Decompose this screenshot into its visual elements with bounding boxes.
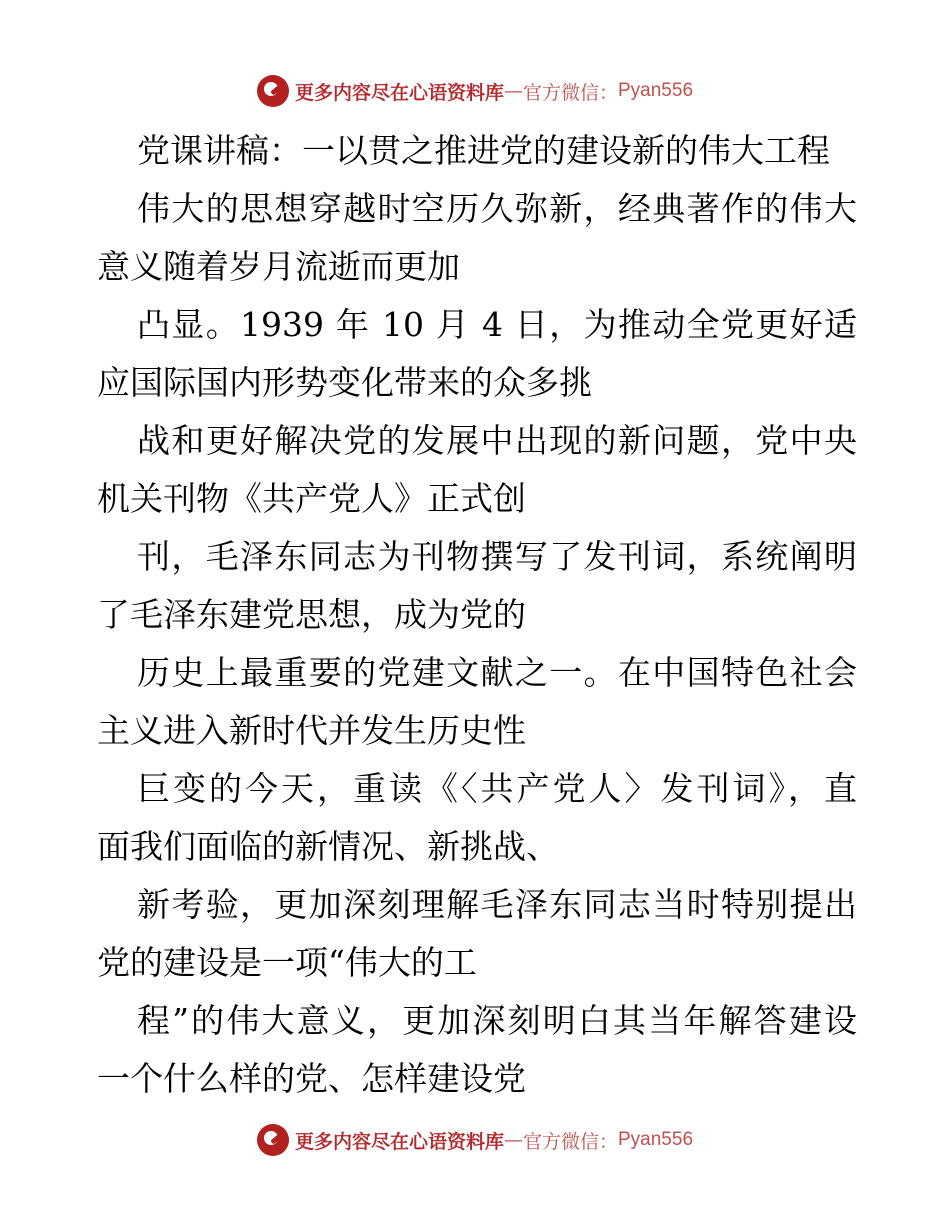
banner-wechat-label: 官方微信： <box>522 81 618 104</box>
text-line: 战和更好解决党的发展中出现的新问题，党中央 <box>137 421 857 460</box>
pen-logo-icon <box>257 75 289 107</box>
text-line: 机关刊物《共产党人》正式创 <box>97 479 526 518</box>
document-body <box>97 122 857 1108</box>
header-banner <box>0 71 950 111</box>
text-line: 党的建设是一项“伟大的工 <box>97 943 477 982</box>
text-line: 一个什么样的党、怎样建设党 <box>97 1059 526 1098</box>
banner-dash: — <box>503 1129 523 1151</box>
banner-wechat-label: 官方微信： <box>522 1130 618 1153</box>
banner-text: 更多内容尽在心语资料库 <box>294 1130 504 1153</box>
footer-banner <box>0 1120 950 1160</box>
text-line: 刊，毛泽东同志为刊物撰写了发刊词，系统阐明 <box>137 537 857 576</box>
text-line: 巨变的今天，重读《〈共产党人〉发刊词》，直 <box>137 769 857 808</box>
text-line: 意义随着岁月流逝而更加 <box>97 247 460 286</box>
pen-logo-icon <box>257 1124 289 1156</box>
text-line: 面我们面临的新情况、新挑战、 <box>97 827 559 866</box>
text-line: 了毛泽东建党思想，成为党的 <box>97 595 526 634</box>
banner-wechat-id: Pyan556 <box>618 1129 694 1150</box>
text-line: 程”的伟大意义，更加深刻明白其当年解答建设 <box>137 1001 857 1040</box>
text-line: 应国际国内形势变化带来的众多挑 <box>97 363 592 402</box>
banner-wechat-id: Pyan556 <box>618 80 694 101</box>
text-line: 伟大的思想穿越时空历久弥新，经典著作的伟大 <box>137 189 857 228</box>
text-line: 凸显。1939 年 10 月 4 日，为推动全党更好适 <box>137 305 857 344</box>
banner-text: 更多内容尽在心语资料库 <box>294 81 504 104</box>
document-title: 党课讲稿：一以贯之推进党的建设新的伟大工程 <box>137 131 830 170</box>
banner-dash: — <box>503 80 523 102</box>
text-line: 历史上最重要的党建文献之一。在中国特色社会 <box>137 653 857 692</box>
text-line: 新考验，更加深刻理解毛泽东同志当时特别提出 <box>137 885 857 924</box>
text-line: 主义进入新时代并发生历史性 <box>97 711 526 750</box>
